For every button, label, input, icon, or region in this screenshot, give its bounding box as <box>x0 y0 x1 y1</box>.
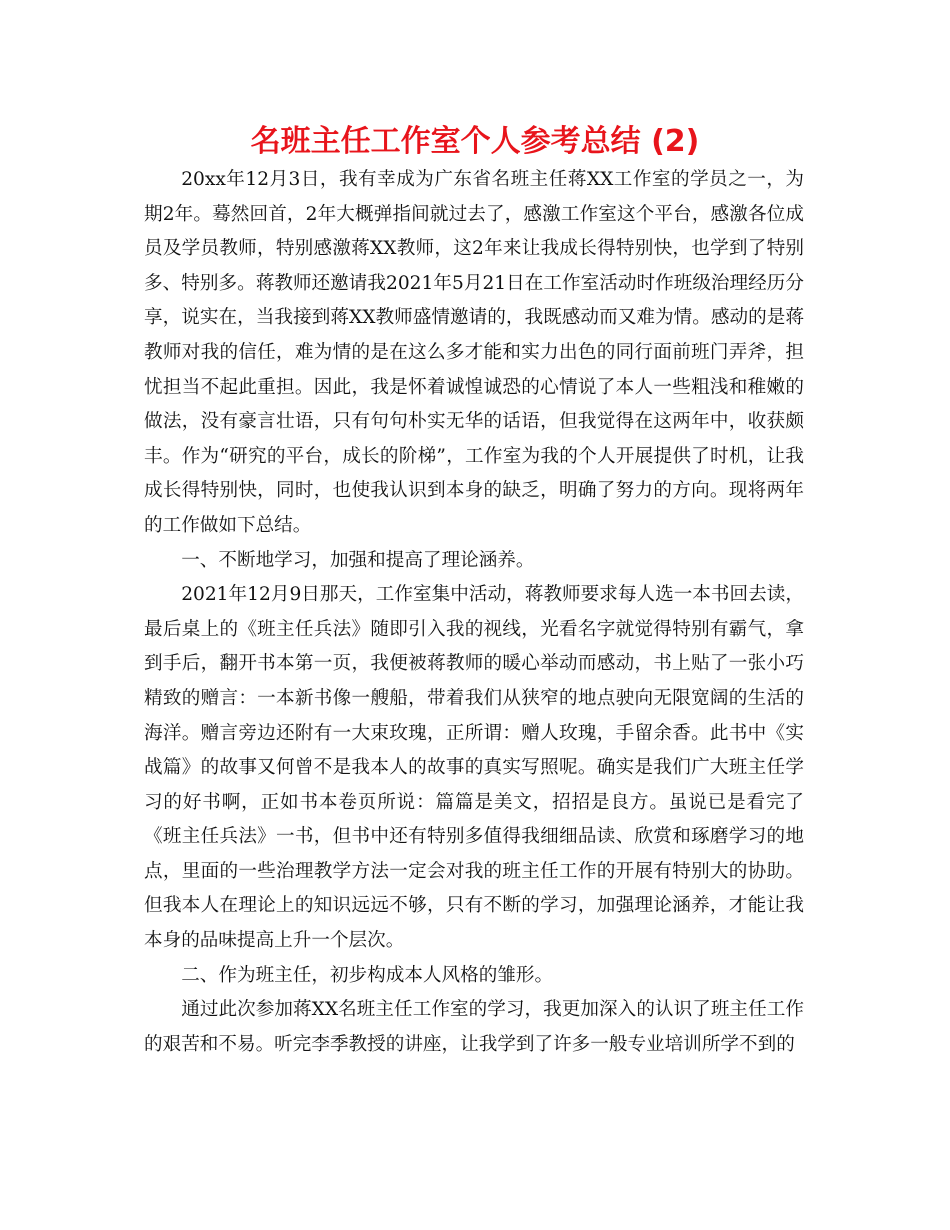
section-heading-2: 二、作为班主任，初步构成本人风格的雏形。 <box>181 964 554 986</box>
paragraph-section-2: 通过此次参加蒋XX名班主任工作室的学习，我更加深入的认识了班主任工作的艰苦和不易。听完李季教授的讲座，让我学到了许多一般专业培训所学不到的 <box>144 999 804 1055</box>
section-heading-1: 一、不断地学习，加强和提高了理论涵养。 <box>181 549 535 571</box>
document-body <box>144 163 804 1062</box>
document-title: 名班主任工作室个人参考总结 (2) <box>250 124 700 159</box>
paragraph-intro: 20xx年12月3日，我有幸成为广东省名班主任蒋XX工作室的学员之一，为期2年。蓦然回首，2年大概弹指间就过去了，感激工作室这个平台，感激各位成员及学员教师，特别感激蒋XX教师，这2年来让我成长得特别快，也学到了特别多、特别多。蒋教师还邀请我2021年5月21日在工作室活动时作班级治理经历分享，说实在，当我接到蒋XX教师盛情邀请的，我既感动而又难为情。感动的是蒋教师对我的信任，难为情的是在这么多才能和实力出色的同行面前班门弄斧，担忧担当不起此重担。因此，我是怀着诚惶诚恐的心情说了本人一些粗浅和稚嫩的做法，没有豪言壮语，只有句句朴实无华的话语，但我觉得在这两年中，收获颇丰。作为“研究的平台，成长的阶梯”，工作室为我的个人开展提供了时机，让我成长得特别快，同时，也使我认识到本身的缺乏，明确了努力的方向。现将两年的工作做如下总结。 <box>144 169 804 536</box>
paragraph-section-1: 2021年12月9日那天，工作室集中活动，蒋教师要求每人选一本书回去读，最后桌上的《班主任兵法》随即引入我的视线，光看名字就觉得特别有霸气，拿到手后，翻开书本第一页，我便被蒋教师的暖心举动而感动，书上贴了一张小巧精致的赠言：一本新书像一艘船，带着我们从狭窄的地点驶向无限宽阔的生活的海洋。赠言旁边还附有一大束玫瑰，正所谓：赠人玫瑰，手留余香。此书中《实战篇》的故事又何曾不是我本人的故事的真实写照呢。确实是我们广大班主任学习的好书啊，正如书本卷页所说：篇篇是美文，招招是良方。虽说已是看完了《班主任兵法》一书，但书中还有特别多值得我细细品读、欣赏和琢磨学习的地点，里面的一些治理教学方法一定会对我的班主任工作的开展有特别大的协助。但我本人在理论上的知识远远不够，只有不断的学习，加强理论涵养，才能让我本身的品味提高上升一个层次。 <box>144 584 804 952</box>
